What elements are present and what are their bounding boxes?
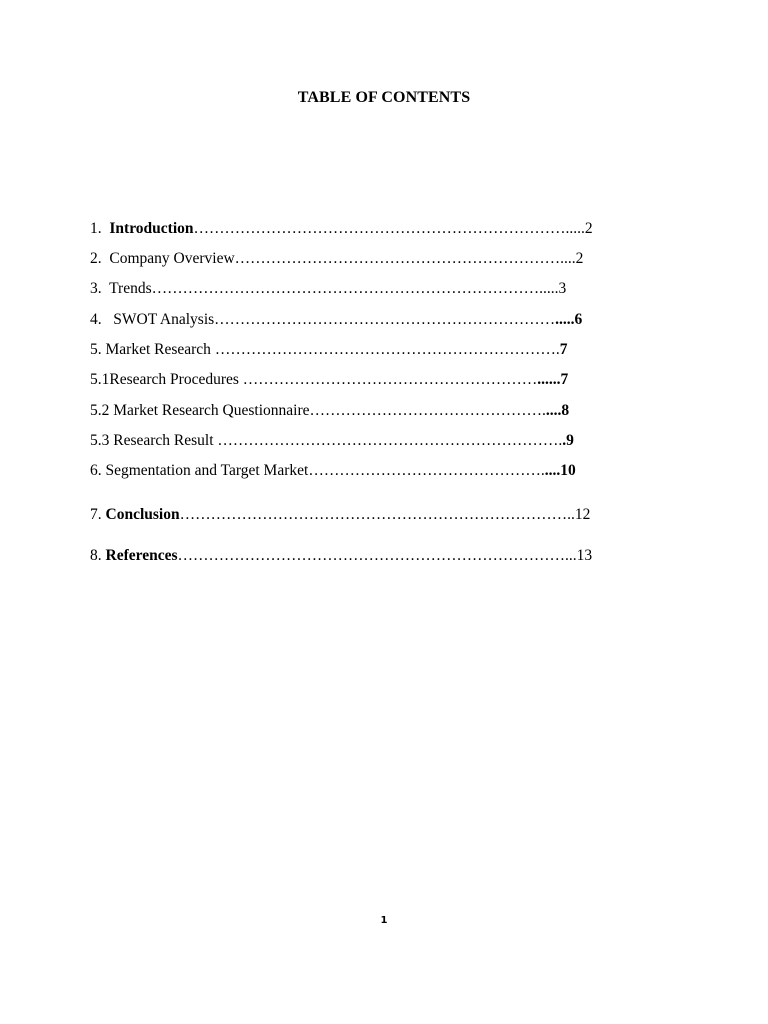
toc-entry-leader: …………………………………………………………. bbox=[214, 341, 560, 358]
toc-entry-page: .....6 bbox=[555, 311, 583, 328]
toc-entry-segmentation-target-market[interactable] bbox=[90, 461, 576, 481]
toc-entry-label: Market Research bbox=[105, 341, 215, 358]
toc-entry-page: 7 bbox=[559, 341, 568, 358]
toc-entry-label: Market Research Questionnaire bbox=[113, 402, 310, 419]
toc-entry-number: 6. bbox=[90, 462, 106, 479]
toc-entry-page: ....2 bbox=[569, 220, 593, 237]
toc-entry-label: Segmentation and Target Market bbox=[105, 462, 309, 479]
toc-entry-page: ....10 bbox=[544, 462, 576, 479]
toc-entry-page: ...13 bbox=[565, 547, 593, 564]
toc-entry-trends[interactable] bbox=[90, 279, 566, 299]
toc-entry-number: 1. bbox=[90, 220, 110, 237]
toc-entry-leader: ………………………………………………………………… bbox=[179, 506, 568, 523]
toc-entry-label: Conclusion bbox=[105, 506, 180, 523]
toc-entry-number: 7. bbox=[90, 506, 106, 523]
toc-entry-number: 4. bbox=[90, 311, 114, 328]
toc-entry-market-research-questionnaire[interactable] bbox=[90, 401, 569, 421]
toc-entry-leader: ………………………………………………… bbox=[242, 371, 538, 388]
toc-entry-company-overview[interactable] bbox=[90, 249, 583, 269]
toc-entry-market-research[interactable] bbox=[90, 340, 567, 360]
toc-entry-leader: ……………………………………………………… bbox=[234, 250, 561, 267]
toc-entry-page: .9 bbox=[562, 432, 574, 449]
toc-entry-page: ....8 bbox=[545, 402, 570, 419]
toc-entry-research-result[interactable] bbox=[90, 431, 574, 451]
toc-entry-number: 5.3 bbox=[90, 432, 114, 449]
toc-entry-swot-analysis[interactable] bbox=[90, 310, 582, 330]
toc-entry-leader: ………………………………………………………………… bbox=[177, 547, 566, 564]
toc-entry-leader: ………………………………………………………… bbox=[214, 311, 556, 328]
toc-entry-label: Introduction bbox=[109, 220, 194, 237]
toc-entry-references[interactable] bbox=[90, 546, 592, 566]
toc-entry-leader: ………………………………………. bbox=[308, 462, 545, 479]
toc-entry-research-procedures[interactable] bbox=[90, 370, 568, 390]
toc-entry-page: ....2 bbox=[560, 250, 584, 267]
toc-entry-label: References bbox=[105, 547, 178, 564]
toc-entry-label: Research Procedures bbox=[109, 371, 243, 388]
toc-entry-leader: ………………………………………. bbox=[309, 402, 546, 419]
page-title: TABLE OF CONTENTS bbox=[297, 89, 471, 106]
toc-entry-number: 3. bbox=[90, 280, 110, 297]
toc-entry-label: Trends bbox=[109, 280, 152, 297]
toc-entry-page: .....3 bbox=[539, 280, 567, 297]
toc-entry-number: 8. bbox=[90, 547, 106, 564]
toc-entry-leader: ………………………………………………………………. bbox=[193, 220, 570, 237]
toc-entry-leader: ………………………………………………………………… bbox=[151, 280, 540, 297]
toc-entry-page: ..12 bbox=[567, 506, 591, 523]
toc-entry-label: Company Overview bbox=[109, 250, 235, 267]
page-number: 1 bbox=[380, 915, 388, 926]
toc-entry-conclusion[interactable] bbox=[90, 505, 590, 525]
toc-entry-number: 5.2 bbox=[90, 402, 114, 419]
toc-entry-number: 5. bbox=[90, 341, 106, 358]
toc-entry-label: SWOT Analysis bbox=[113, 311, 215, 328]
toc-entry-introduction[interactable] bbox=[90, 219, 593, 239]
toc-entry-page: ......7 bbox=[537, 371, 569, 388]
toc-entry-label: Research Result bbox=[113, 432, 218, 449]
toc-entry-number: 5.1 bbox=[90, 371, 110, 388]
toc-entry-leader: …………………………………………………………. bbox=[217, 432, 563, 449]
toc-entry-number: 2. bbox=[90, 250, 110, 267]
